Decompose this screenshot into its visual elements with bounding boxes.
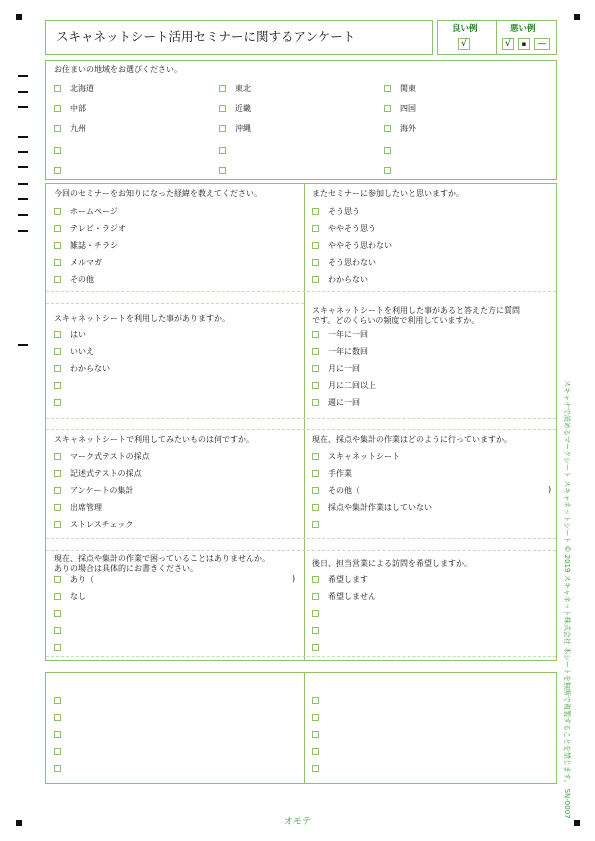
region-option[interactable]: 沖縄	[219, 123, 251, 134]
timing-mark	[18, 136, 28, 138]
attend-option[interactable]: わからない	[312, 274, 368, 285]
blank-checkbox[interactable]	[219, 167, 226, 174]
checkbox[interactable]	[312, 504, 319, 511]
current-method-option[interactable]: スキャネットシート	[312, 451, 400, 462]
visit-option[interactable]: 希望します	[312, 574, 368, 585]
source-question-title: 今回のセミナーをお知りになった経緯を教えてください。	[54, 189, 262, 198]
frequency-question-title-line1: スキャネットシートを利用した事があると答えた方に質問	[312, 306, 520, 315]
region-option[interactable]: 九州	[54, 123, 86, 134]
trouble-option[interactable]: あり（	[54, 574, 94, 585]
blank-checkbox[interactable]	[54, 627, 61, 634]
blank-checkbox[interactable]	[312, 644, 319, 651]
blank-checkbox[interactable]	[312, 610, 319, 617]
checkbox[interactable]	[384, 125, 391, 132]
checkmark-icon: √	[461, 39, 467, 49]
region-option[interactable]: 近畿	[219, 103, 251, 114]
attend-question-title: またセミナーに参加したいと思いますか。	[312, 189, 464, 198]
bad-example-checkbox	[518, 38, 530, 50]
checkbox[interactable]	[219, 105, 226, 112]
survey-grid	[45, 183, 557, 661]
close-paren: )	[548, 485, 552, 494]
region-option[interactable]: 東北	[219, 83, 251, 94]
timing-mark	[18, 183, 28, 185]
checkbox[interactable]	[54, 331, 61, 338]
blank-checkbox[interactable]	[312, 748, 319, 755]
blank-checkbox[interactable]	[54, 382, 61, 389]
bad-example-label: 悪い例	[510, 24, 536, 34]
page-side-label: オモテ	[283, 817, 311, 827]
checkbox[interactable]	[384, 105, 391, 112]
attend-option[interactable]: ややそう思う	[312, 223, 376, 234]
checkbox[interactable]	[312, 487, 319, 494]
checkbox[interactable]	[312, 259, 319, 266]
checkbox[interactable]	[312, 365, 319, 372]
frequency-option[interactable]: 週に一回	[312, 397, 360, 408]
checkbox[interactable]	[54, 487, 61, 494]
want-option[interactable]: 記述式テストの採点	[54, 468, 142, 479]
strike-icon: —	[537, 39, 547, 49]
region-question-title: お住まいの地域をお選びください。	[54, 65, 182, 74]
page-title: スキャネットシート活用セミナーに関するアンケート	[56, 29, 356, 44]
blank-checkbox[interactable]	[54, 644, 61, 651]
checkbox[interactable]	[312, 399, 319, 406]
checkbox[interactable]	[54, 208, 61, 215]
bad-example-checkbox	[502, 38, 514, 50]
blank-checkbox[interactable]	[54, 167, 61, 174]
attend-option[interactable]: ややそう思わない	[312, 240, 392, 251]
checkbox[interactable]	[312, 242, 319, 249]
checkbox[interactable]	[54, 521, 61, 528]
checkbox[interactable]	[312, 225, 319, 232]
used-option[interactable]: いいえ	[54, 346, 94, 357]
checkbox[interactable]	[54, 348, 61, 355]
region-option[interactable]: 海外	[384, 123, 416, 134]
frequency-question-title-line2: です。どのくらいの頻度で利用していますか。	[312, 316, 480, 325]
source-option[interactable]: その他	[54, 274, 94, 285]
blank-checkbox[interactable]	[219, 147, 226, 154]
region-option[interactable]: 四国	[384, 103, 416, 114]
checkbox[interactable]	[312, 276, 319, 283]
visit-question-title: 後日、担当営業による訪問を希望しますか。	[312, 559, 472, 568]
used-question-title: スキャネットシートを利用した事がありますか。	[54, 314, 230, 323]
blank-checkbox[interactable]	[54, 748, 61, 755]
checkbox[interactable]	[54, 504, 61, 511]
trouble-question-title-line2: ありの場合は具体的にお書きください。	[54, 564, 198, 573]
blank-checkbox[interactable]	[312, 627, 319, 634]
frequency-option[interactable]: 月に一回	[312, 363, 360, 374]
current-method-option[interactable]: 採点や集計作業はしていない	[312, 502, 432, 513]
timing-mark	[18, 75, 28, 77]
attend-option[interactable]: そう思わない	[312, 257, 376, 268]
timing-mark	[18, 91, 28, 93]
checkbox[interactable]	[312, 576, 319, 583]
blank-section-box	[45, 672, 557, 784]
source-option[interactable]: メルマガ	[54, 257, 102, 268]
checkbox[interactable]	[312, 453, 319, 460]
dot-icon: ▪	[521, 40, 527, 48]
blank-checkbox[interactable]	[312, 765, 319, 772]
checkmark-icon: √	[505, 39, 511, 49]
blank-checkbox[interactable]	[54, 714, 61, 721]
close-paren: )	[292, 574, 296, 583]
blank-checkbox[interactable]	[54, 765, 61, 772]
registration-mark	[16, 14, 22, 20]
checkbox[interactable]	[54, 365, 61, 372]
used-option[interactable]: わからない	[54, 363, 110, 374]
checkbox[interactable]	[54, 276, 61, 283]
checkbox[interactable]	[312, 331, 319, 338]
checkbox[interactable]	[54, 470, 61, 477]
blank-checkbox[interactable]	[54, 697, 61, 704]
source-option[interactable]: 雑誌・チラシ	[54, 240, 118, 251]
blank-checkbox[interactable]	[54, 731, 61, 738]
checkbox[interactable]	[54, 225, 61, 232]
region-option[interactable]: 関東	[384, 83, 416, 94]
good-example-label: 良い例	[452, 24, 478, 34]
checkbox[interactable]	[312, 470, 319, 477]
attend-option[interactable]: そう思う	[312, 206, 360, 217]
region-option[interactable]: 北海道	[54, 83, 94, 94]
used-option[interactable]: はい	[54, 329, 86, 340]
want-question-title: スキャネットシートで利用してみたいものは何ですか。	[54, 435, 254, 444]
want-option[interactable]: マーク式テストの採点	[54, 451, 150, 462]
timing-mark	[18, 106, 28, 108]
region-option[interactable]: 中部	[54, 103, 86, 114]
blank-checkbox[interactable]	[312, 697, 319, 704]
registration-mark	[574, 14, 580, 20]
blank-checkbox[interactable]	[384, 147, 391, 154]
region-question-box	[45, 60, 557, 180]
frequency-option[interactable]: 月に二回以上	[312, 380, 376, 391]
checkbox[interactable]	[54, 85, 61, 92]
checkbox[interactable]	[54, 453, 61, 460]
checkbox[interactable]	[312, 382, 319, 389]
current-method-option[interactable]: 手作業	[312, 468, 352, 479]
source-option[interactable]: ホームページ	[54, 206, 118, 217]
blank-checkbox[interactable]	[312, 521, 319, 528]
title-box	[45, 20, 433, 55]
current-method-option[interactable]: その他（	[312, 485, 360, 496]
frequency-option[interactable]: 一年に一回	[312, 329, 368, 340]
trouble-question-title-line1: 現在、採点や集計の作業で困っていることはありませんか。	[54, 554, 270, 563]
blank-checkbox[interactable]	[312, 714, 319, 721]
checkbox[interactable]	[54, 105, 61, 112]
want-option[interactable]: 出席管理	[54, 502, 102, 513]
checkbox[interactable]	[384, 85, 391, 92]
blank-checkbox[interactable]	[54, 147, 61, 154]
trouble-option[interactable]: なし	[54, 591, 86, 602]
timing-mark	[18, 214, 28, 216]
checkbox[interactable]	[54, 242, 61, 249]
checkbox[interactable]	[312, 348, 319, 355]
blank-checkbox[interactable]	[312, 731, 319, 738]
timing-mark	[18, 151, 28, 153]
timing-mark	[18, 198, 28, 200]
checkbox[interactable]	[312, 593, 319, 600]
blank-checkbox[interactable]	[54, 610, 61, 617]
checkbox[interactable]	[54, 593, 61, 600]
want-option[interactable]: アンケートの集計	[54, 485, 134, 496]
checkbox[interactable]	[219, 85, 226, 92]
timing-mark	[18, 230, 28, 232]
timing-mark	[18, 166, 28, 168]
frequency-option[interactable]: 一年に数回	[312, 346, 368, 357]
checkbox[interactable]	[54, 259, 61, 266]
checkbox[interactable]	[219, 125, 226, 132]
want-option[interactable]: ストレスチェック	[54, 519, 133, 530]
mark-example-box	[437, 20, 557, 55]
bad-example-checkbox	[534, 38, 550, 50]
blank-checkbox[interactable]	[54, 399, 61, 406]
checkbox[interactable]	[54, 125, 61, 132]
checkbox[interactable]	[54, 576, 61, 583]
visit-option[interactable]: 希望しません	[312, 591, 376, 602]
source-option[interactable]: テレビ・ラジオ	[54, 223, 126, 234]
side-copyright-text: スキャナで読めるマークシート スキャネットシート © 2019 スキャネット株式会社 本シートを無断で複製することを禁じます。 SN-0007	[563, 380, 571, 819]
good-example-checkbox	[458, 38, 470, 50]
current-method-question-title: 現在、採点や集計の作業はどのように行っていますか。	[312, 435, 512, 444]
timing-mark	[18, 344, 28, 346]
checkbox[interactable]	[312, 208, 319, 215]
blank-checkbox[interactable]	[384, 167, 391, 174]
